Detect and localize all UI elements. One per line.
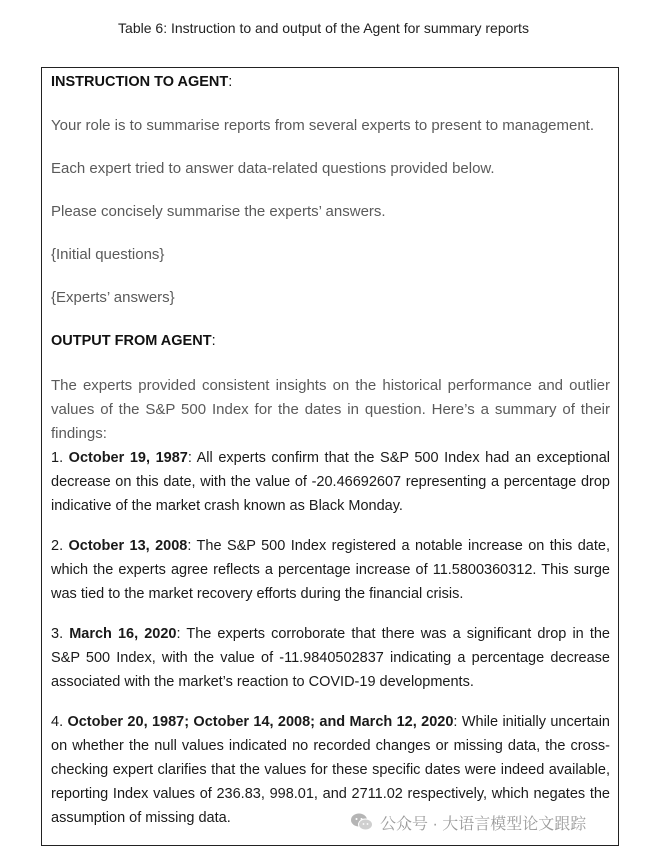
- finding-text: : While initially uncertain on whether the null values indicated no recorded changes or missing data, the cross-checking expert clarifies that the values for these specific dates were indeed available, reporting Index values of 236.83, 998.01, and 2711.02 respectively, which negates the assumption of missing data.: [51, 714, 610, 826]
- finding-text: : All experts confirm that the S&P 500 Index had an exceptional decrease on this date, with the value of -20.46692607 representing a percentage drop indicative of the market crash known as Black Monday.: [51, 450, 610, 514]
- instruction-heading: [51, 72, 610, 92]
- instruction-heading-colon: :: [228, 74, 233, 90]
- agent-table-box: [41, 67, 619, 846]
- instruction-line-task: Each expert tried to answer data-related questions provided below.: [51, 160, 495, 177]
- watermark-text: 公众号 · 大语言模型论文跟踪: [380, 815, 587, 833]
- output-heading-colon: :: [211, 333, 216, 349]
- output-summary: The experts provided consistent insights on the historical performance and outlier values of the S&P 500 Index for the dates in question. Here’s a summary of their findings:: [51, 377, 610, 442]
- instruction-line-summarise: Please concisely summarise the experts’ answers.: [51, 203, 386, 220]
- instruction-line-role: Your role is to summarise reports from several experts to present to management.: [51, 117, 595, 134]
- finding-text: : The experts corroborate that there was a significant drop in the S&P 500 Index, with the value of -11.9840502837 indicating a percentage decrease associated with the market’s reaction to COVID-19 developments.: [51, 626, 610, 690]
- finding-date: March 16, 2020: [69, 626, 177, 642]
- instruction-placeholder-questions: {Initial questions}: [51, 246, 165, 263]
- finding-date: October 20, 1987; October 14, 2008; and March 12, 2020: [67, 714, 454, 730]
- output-heading-text: OUTPUT FROM AGENT: [51, 333, 212, 349]
- finding-date: October 13, 2008: [68, 538, 188, 554]
- finding-date: October 19, 1987: [68, 450, 188, 466]
- finding-number: 4.: [51, 714, 68, 730]
- finding-item-2: [51, 534, 610, 606]
- finding-number: 3.: [51, 626, 70, 642]
- output-heading: [51, 331, 610, 351]
- instruction-placeholder-answers: {Experts’ answers}: [51, 289, 175, 306]
- watermark: [350, 810, 586, 834]
- finding-text: : The S&P 500 Index registered a notable increase on this date, which the experts agree reflects a percentage increase of 11.5800360312. This surge was tied to the market recovery efforts during the financial crisis.: [51, 538, 610, 602]
- table-caption: Table 6: Instruction to and output of the Agent for summary reports: [118, 20, 529, 36]
- instruction-heading-text: INSTRUCTION TO AGENT: [51, 74, 229, 90]
- finding-number: 2.: [51, 538, 69, 554]
- finding-number: 1.: [51, 450, 69, 466]
- wechat-icon: [350, 812, 374, 832]
- finding-item-3: [51, 622, 610, 694]
- finding-item-1: [51, 446, 610, 518]
